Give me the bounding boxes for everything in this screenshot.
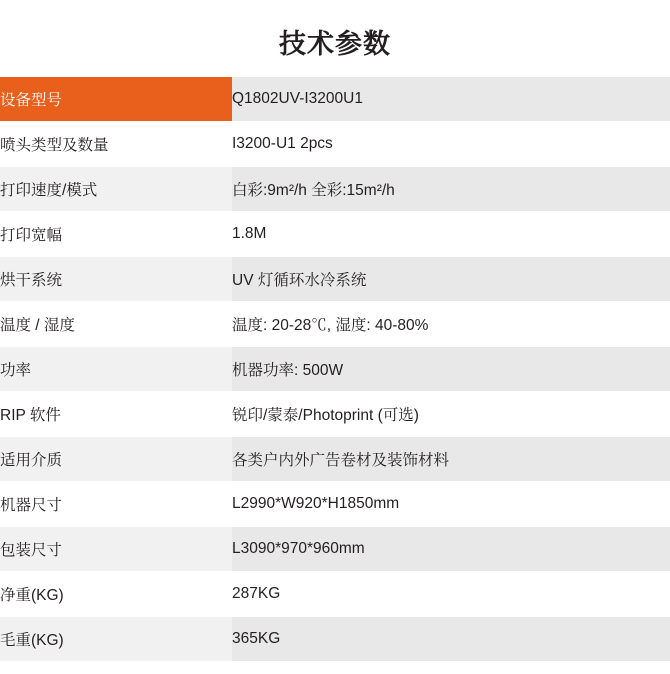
table-row	[0, 167, 670, 212]
spec-value: L2990*W920*H1850mm	[232, 482, 670, 527]
page-title: 技术参数	[279, 29, 391, 59]
table-row	[0, 482, 670, 527]
table-row	[0, 617, 670, 662]
table-row	[0, 212, 670, 257]
spec-value: 1.8M	[232, 212, 670, 257]
spec-value: 温度: 20-28℃, 湿度: 40-80%	[232, 302, 670, 347]
spec-label: 喷头类型及数量	[0, 122, 232, 167]
spec-label: 适用介质	[0, 437, 232, 482]
spec-label: 功率	[0, 347, 232, 392]
specifications-table-body	[0, 77, 670, 662]
spec-value: 365KG	[232, 617, 670, 662]
table-row	[0, 302, 670, 347]
spec-label: 设备型号	[0, 77, 232, 122]
table-row	[0, 572, 670, 617]
spec-value: Q1802UV-I3200U1	[232, 77, 670, 122]
spec-value: I3200-U1 2pcs	[232, 122, 670, 167]
spec-value: 287KG	[232, 572, 670, 617]
spec-label: 包装尺寸	[0, 527, 232, 572]
spec-value: 锐印/蒙泰/Photoprint (可选)	[232, 392, 670, 437]
table-row	[0, 77, 670, 122]
spec-label: 打印宽幅	[0, 212, 232, 257]
table-row	[0, 347, 670, 392]
spec-label: 净重(KG)	[0, 572, 232, 617]
spec-label: 烘干系统	[0, 257, 232, 302]
specifications-table	[0, 77, 670, 662]
table-row	[0, 437, 670, 482]
table-row	[0, 527, 670, 572]
table-row	[0, 257, 670, 302]
table-row	[0, 122, 670, 167]
spec-label: 温度 / 湿度	[0, 302, 232, 347]
spec-label: 机器尺寸	[0, 482, 232, 527]
spec-value: 白彩:9m²/h 全彩:15m²/h	[232, 167, 670, 212]
spec-label: 打印速度/模式	[0, 167, 232, 212]
spec-value: 各类户内外广告卷材及装饰材料	[232, 437, 670, 482]
spec-label: 毛重(KG)	[0, 617, 232, 662]
spec-value: UV 灯循环水冷系统	[232, 257, 670, 302]
spec-value: 机器功率: 500W	[232, 347, 670, 392]
spec-label: RIP 软件	[0, 392, 232, 437]
table-row	[0, 392, 670, 437]
spec-value: L3090*970*960mm	[232, 527, 670, 572]
